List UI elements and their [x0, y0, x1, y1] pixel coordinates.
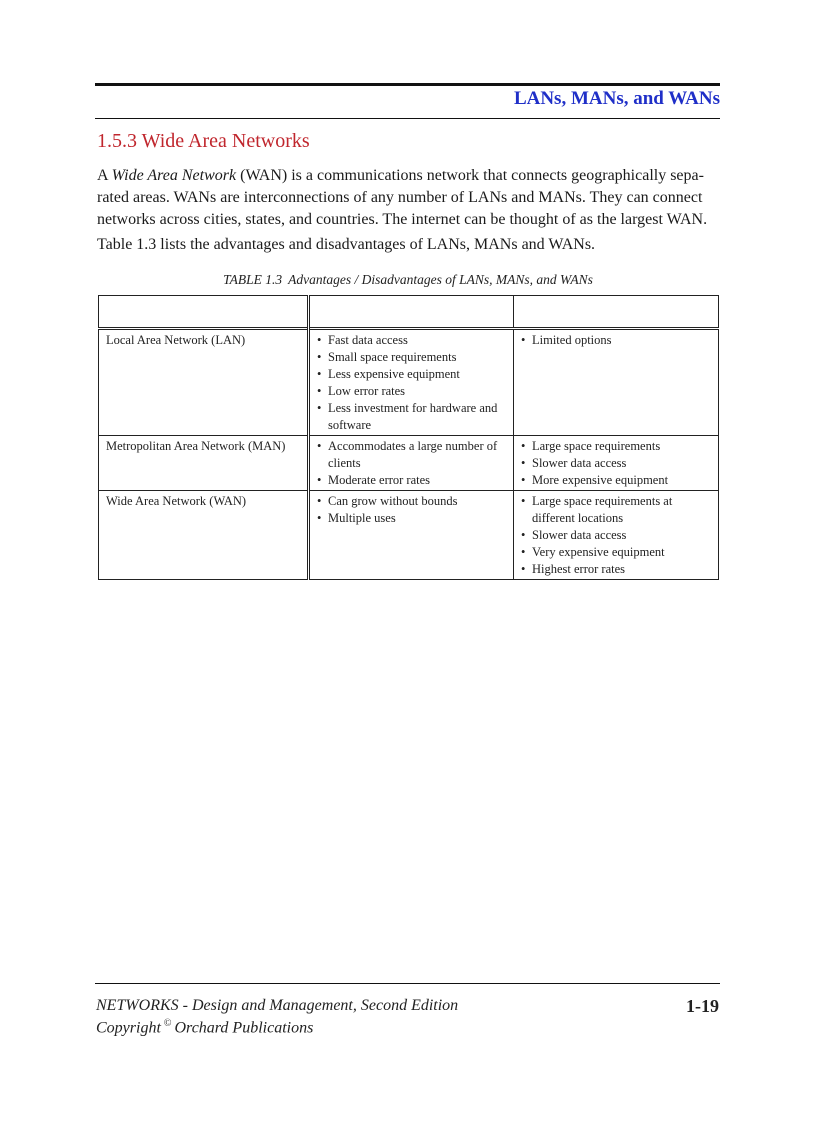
copyright-word: Copyright: [96, 1019, 161, 1037]
header-underline: [95, 118, 720, 119]
table-header-cell: [309, 296, 514, 329]
section-heading: 1.5.3 Wide Area Networks: [97, 130, 310, 152]
disadvantages-list: [521, 493, 712, 578]
list-item: • Can grow without bounds: [317, 493, 507, 510]
footer-copyright: [96, 1018, 313, 1037]
table-header-cell: [514, 296, 719, 329]
advantages-list: [317, 438, 507, 489]
list-item: • Multiple uses: [317, 510, 507, 527]
footer-rule: [95, 983, 720, 984]
footer-book-title: NETWORKS - Design and Management, Second Edition: [96, 997, 459, 1014]
publisher-name: Orchard Publications: [174, 1019, 314, 1037]
advantages-list: [317, 493, 507, 527]
table-caption-label: TABLE 1.3: [223, 272, 283, 287]
network-type-cell: Local Area Network (LAN): [99, 329, 309, 436]
list-item: • Large space requirements at different locations: [521, 493, 712, 527]
wan-term: Wide Area Network: [111, 167, 237, 184]
table-header-row: [99, 296, 719, 329]
advantages-list: [317, 332, 507, 434]
list-item: • Limited options: [521, 332, 712, 349]
list-item: • Very expensive equipment: [521, 544, 712, 561]
disadvantages-list: [521, 332, 712, 349]
intro-paragraph: [97, 165, 720, 231]
disadvantages-cell: [514, 436, 719, 491]
advantages-cell: [309, 329, 514, 436]
copyright-symbol: ©: [163, 1018, 172, 1029]
list-item: • Less investment for hardware and software: [317, 400, 507, 434]
table-header-cell: [99, 296, 309, 329]
list-item: • Low error rates: [317, 383, 507, 400]
table-row: [99, 329, 719, 436]
disadvantages-list: [521, 438, 712, 489]
advantages-cell: [309, 436, 514, 491]
list-item: • Less expensive equipment: [317, 366, 507, 383]
list-item: • Large space requirements: [521, 438, 712, 455]
list-item: • Highest error rates: [521, 561, 712, 578]
list-item: • Moderate error rates: [317, 472, 507, 489]
table-row: [99, 436, 719, 491]
list-item: • Small space requirements: [317, 349, 507, 366]
list-item: • More expensive equipment: [521, 472, 712, 489]
list-item: • Slower data access: [521, 455, 712, 472]
page-number: 1-19: [686, 996, 719, 1016]
list-item: • Slower data access: [521, 527, 712, 544]
advantages-table: [98, 295, 719, 580]
intro-line3: networks across cities, states, and countries. The internet can be thought of as the largest WAN.: [97, 211, 708, 228]
intro-line2: rated areas. WANs are interconnections of any number of LANs and MANs. They can connect: [97, 189, 703, 206]
list-item: • Fast data access: [317, 332, 507, 349]
network-type-cell: Metropolitan Area Network (MAN): [99, 436, 309, 491]
intro-line1: (WAN) is a communications network that connects geographically sepa-: [236, 167, 704, 184]
disadvantages-cell: [514, 329, 719, 436]
advantages-cell: [309, 491, 514, 580]
table-row: [99, 491, 719, 580]
table-caption: [0, 272, 816, 288]
running-head: LANs, MANs, and WANs: [513, 88, 720, 109]
intro-article: A: [97, 167, 112, 184]
list-item: • Accommodates a large number of clients: [317, 438, 507, 472]
network-type-cell: Wide Area Network (WAN): [99, 491, 309, 580]
disadvantages-cell: [514, 491, 719, 580]
header-rule: [95, 83, 720, 86]
table-reference-paragraph: Table 1.3 lists the advantages and disadvantages of LANs, MANs and WANs.: [97, 236, 596, 253]
table-caption-text: Advantages / Disadvantages of LANs, MANs, and WANs: [288, 272, 593, 287]
